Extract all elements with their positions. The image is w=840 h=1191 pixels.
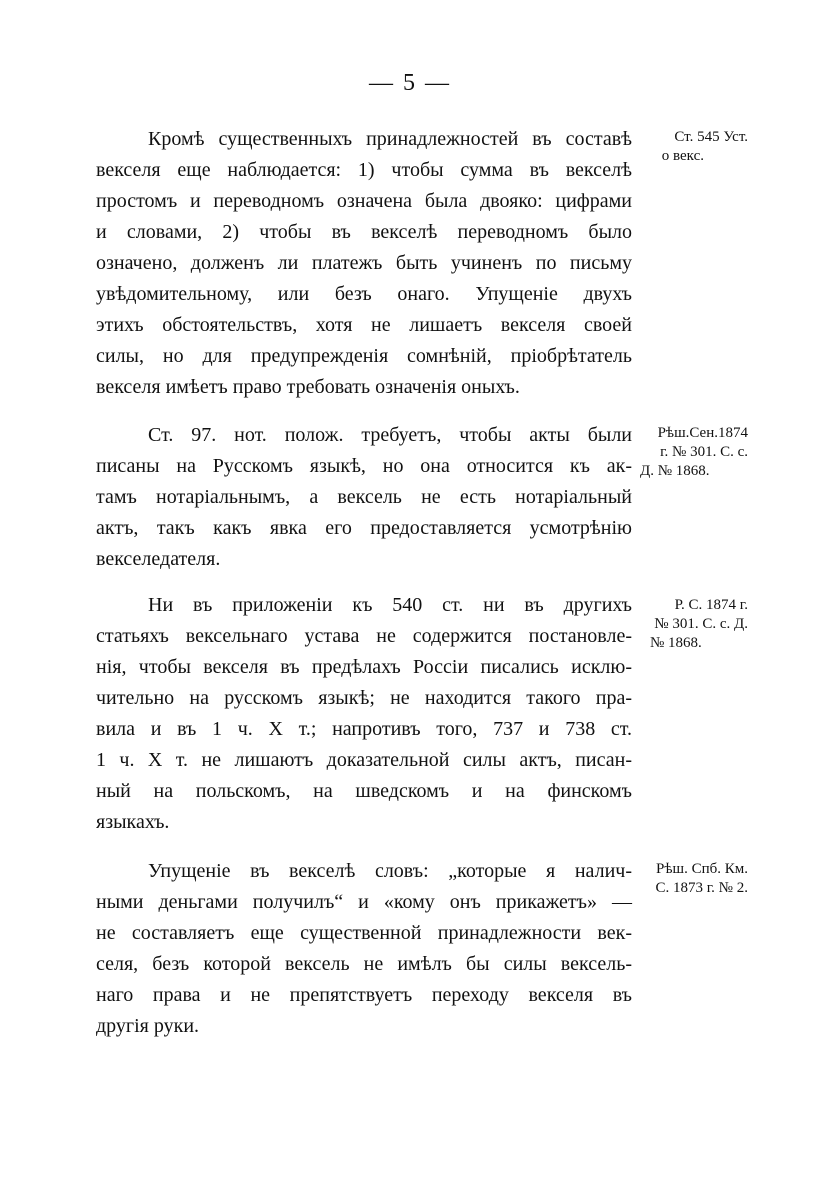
- text-line: языкахъ.: [96, 811, 170, 833]
- note-line: № 301. С. с. Д.: [654, 616, 748, 632]
- margin-note-1: [636, 128, 748, 166]
- text-line: актъ, такъ какъ явка его предоставляется усмотрѣнiю: [96, 517, 632, 539]
- margin-note-3: [636, 596, 748, 653]
- text-line: векселя еще наблюдается: 1) чтобы сумма въ векселѣ: [96, 159, 632, 181]
- text-line: писаны на Русскомъ языкѣ, но она относится къ ак-: [96, 455, 632, 477]
- text-line: Ст. 97. нот. полож. требуетъ, чтобы акты были: [148, 424, 632, 446]
- text-line: статьяхъ вексельнаго устава не содержится постановле-: [96, 625, 632, 647]
- text-line: увѣдомительному, или безъ онаго. Упущенiе двухъ: [96, 283, 632, 305]
- text-line: этихъ обстоятельствъ, хотя не лишаетъ векселя своей: [96, 314, 632, 336]
- note-line: Ст. 545 Уст.: [674, 129, 748, 145]
- text-line: тамъ нотарiальнымъ, а вексель не есть нотарiальный: [96, 486, 632, 508]
- text-line: селя, безъ которой вексель не имѣлъ бы силы вексель-: [96, 953, 632, 975]
- note-line: С. 1873 г. № 2.: [655, 880, 748, 896]
- text-line: векселя имѣетъ право требовать означенiя оныхъ.: [96, 376, 520, 398]
- text-line: ными деньгами получилъ“ и «кому онъ прикажетъ» —: [96, 891, 632, 913]
- note-line: Д. № 1868.: [640, 463, 710, 479]
- note-line: Р. С. 1874 г.: [674, 597, 748, 613]
- text-line: простомъ и переводномъ означена была двояко: цифрами: [96, 190, 632, 212]
- text-line: вила и въ 1 ч. X т.; напротивъ того, 737 и 738 ст.: [96, 718, 632, 740]
- paragraph-3: [96, 590, 632, 838]
- text-line: означено, долженъ ли платежъ быть учиненъ по письму: [96, 252, 632, 274]
- paragraph-4: [96, 856, 632, 1042]
- page-number: — 5 —: [369, 70, 451, 96]
- text-line: Ни въ приложенiи къ 540 ст. ни въ другихъ: [148, 594, 632, 616]
- text-line: нiя, чтобы векселя въ предѣлахъ Россiи писались исклю-: [96, 656, 632, 678]
- text-line: наго права и не препятствуетъ переходу векселя въ: [96, 984, 632, 1006]
- note-line: № 1868.: [650, 635, 702, 651]
- margin-note-2: [636, 424, 748, 481]
- text-line: 1 ч. X т. не лишаютъ доказательной силы актъ, писан-: [96, 749, 632, 771]
- text-line: Кромѣ существенныхъ принадлежностей въ составѣ: [148, 128, 632, 150]
- text-line: и словами, 2) чтобы въ векселѣ переводномъ было: [96, 221, 632, 243]
- text-line: силы, но для предупрежденiя сомнѣнiй, прiобрѣтатель: [96, 345, 632, 367]
- paragraph-1: [96, 124, 632, 403]
- note-line: о векс.: [661, 148, 704, 164]
- note-line: Рѣш. Спб. Км.: [656, 861, 748, 877]
- text-line: ный на польскомъ, на шведскомъ и на финскомъ: [96, 780, 632, 802]
- text-line: чительно на русскомъ языкѣ; не находится такого пра-: [96, 687, 632, 709]
- text-line: не составляетъ еще существенной принадлежности век-: [96, 922, 632, 944]
- text-line: Упущенiе въ векселѣ словъ: „которые я налич-: [148, 860, 632, 882]
- note-line: г. № 301. С. с.: [660, 444, 748, 460]
- paragraph-2: [96, 420, 632, 575]
- note-line: Рѣш.Сен.1874: [657, 425, 748, 441]
- margin-note-4: [636, 860, 748, 898]
- text-line: другiя руки.: [96, 1015, 200, 1037]
- text-line: векселедателя.: [96, 548, 221, 570]
